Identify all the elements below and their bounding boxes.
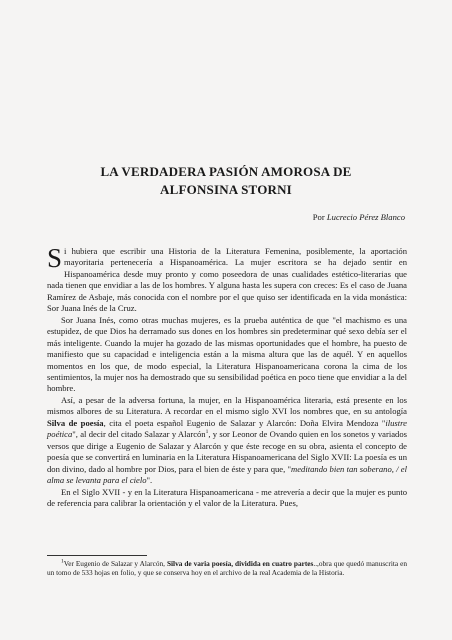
paragraph-3-text-a: Así, a pesar de la adversa fortuna, la mujer, en la Hispanoamérica literaria, está presente en los mismos albores de su Literatura. A recordar en el mismo siglo XVI los nombres que, en su antología: [47, 394, 407, 417]
footnote-work-title: Silva de varia poesía, dividida en cuatro partes: [166, 559, 314, 568]
footnote-1: [47, 559, 407, 578]
footnote: [47, 559, 407, 578]
footnote-ref[interactable]: 1: [205, 429, 209, 436]
paragraph-2: Sor Juana Inés, como otras muchas mujeres, es la prueba auténtica de que "el machismo es una estupidez, de que Dios ha derramado sus dones en los hombres sin predeterminar qué sexo debía ser el más inteligente. Cuando la mujer ha gozado de las mismas oportunidades que el hombre, ha puesto de manifiesto que su capacidad e inteligencia están a la misma altura que las de aquél. Y en aquellos momentos en los que, de modo especial, la Literatura Hispanoamericana corona la cima de los sentimientos, la mujer nos ha demostrado que su sensibilidad poética en poco tiene que envidiar a la del hombre.: [47, 314, 407, 394]
paragraph-3: [47, 395, 407, 487]
byline: [313, 212, 405, 222]
article-title: [0, 163, 452, 199]
footnote-text-a: Ver Eugenio de Salazar y Alarcón,: [63, 559, 167, 568]
footnote-text-b: ..,obra que quedó manuscrita en un tomo de 533 hojas en folio, y que se conserva hoy en el archivo de la real Academia de la Historia.: [47, 559, 407, 578]
anthology-title: Silva de poesía: [47, 417, 104, 428]
paragraph-3-text-e: ".: [146, 475, 153, 486]
footnote-divider: [47, 555, 147, 556]
footnote-number: 1: [61, 558, 64, 565]
paragraph-3-text-c: ", al decir del citado Salazar y Alarcón: [72, 429, 206, 440]
article-body: [47, 243, 407, 509]
quote-ilustre-poetica: ilustre poética: [47, 417, 407, 440]
title-line-1: LA VERDADERA PASIÓN AMOROSA DE: [100, 164, 352, 179]
paragraph-3-text-b: , cita el poeta español Eugenio de Salazar y Alarcón: Doña Elvira Mendoza ": [103, 417, 386, 428]
verse-quote: meditando bien tan soberano, / el alma se levanta para el cielo: [47, 463, 407, 486]
title-line-2: ALFONSINA STORNI: [160, 182, 292, 197]
paragraph-1: [47, 243, 407, 315]
paragraph-1-text: i hubiera que escribir una Historia de la Literatura Femenina, posiblemente, la aportación mayoritaria pertenecería a Hispanoamérica. La mujer escritora se ha dejado sentir en Hispanoamérica desde muy pronto y como poseedora de unas cualidades estético-literarias que nada tienen que envidiar a las de los hombres. Y alguna hasta les supera con creces: Es el caso de Juana Ramírez de Asbaje, más conocida con el nombre por el que quiso ser identificada en la vida monástica: Sor Juana Inés de la Cruz.: [47, 246, 407, 314]
drop-cap: S: [47, 243, 63, 273]
byline-prefix: Por: [312, 212, 325, 222]
byline-author: Lucrecio Pérez Blanco: [326, 212, 405, 222]
paragraph-4: En el Siglo XVII - y en la Literatura Hispanoamericana - me atrevería a decir que la mujer es punto de referencia para calibrar la orientación y el valor de la Literatura. Pues,: [47, 486, 407, 508]
paragraph-3-text-d: , y sor Leonor de Ovando quien en los sonetos y variados versos que dirige a Eugenio de Salazar y Alarcón y que éste recoge en su obra, asienta el concepto de poesía que se convertirá en luminaria en la Literatura Hispanoamericana del Siglo XVII: La poesía es un don divino, dado al hombre por Dios, para el bien de éste y para que, ": [47, 429, 407, 474]
